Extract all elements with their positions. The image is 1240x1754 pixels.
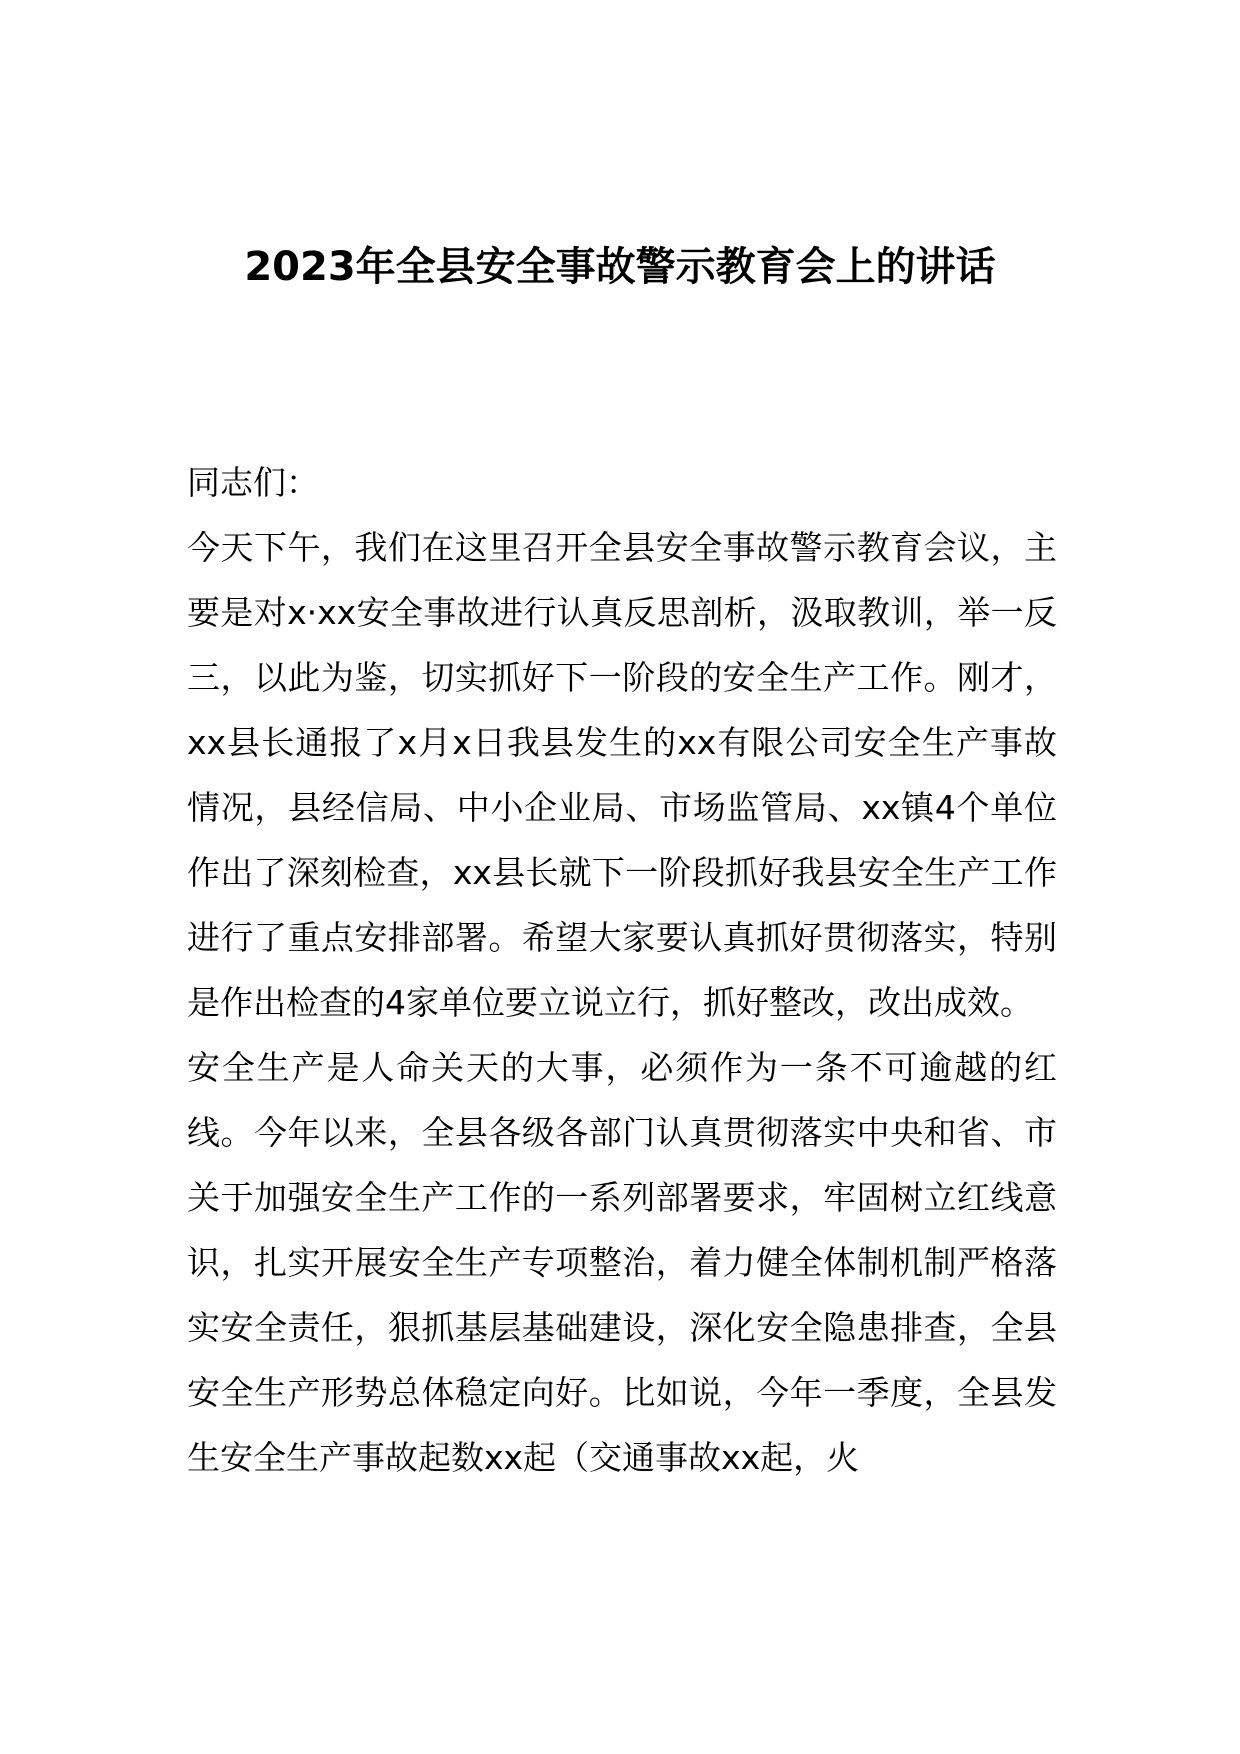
paragraph: 今天下午，我们在这里召开全县安全事故警示教育会议，主要是对x·xx安全事故进行认真反思剖析，汲取教训，举一反三，以此为鉴，切实抓好下一阶段的安全生产工作。刚才，xx县长通报了x月x日我县发生的xx有限公司安全生产事故情况，县经信局、中小企业局、市场监管局、xx镇4个单位作出了深刻检查，xx县长就下一阶段抓好我县安全生产工作进行了重点安排部署。希望大家要认真抓好贯彻落实，特别是作出检查的4家单位要立说立行，抓好整改，改出成效。 — [187, 528, 1057, 1022]
paragraph: 安全生产是人命关天的大事，必须作为一条不可逾越的红线。今年以来，全县各级各部门认真贯彻落实中央和省、市关于加强安全生产工作的一系列部署要求，牢固树立红线意识，扎实开展安全生产专项整治，着力健全体制机制严格落实安全责任，狠抓基层基础建设，深化安全隐患排查，全县安全生产形势总体稳定向好。比如说，今年一季度，全县发生安全生产事故起数xx起（交通事故xx起，火 — [187, 1048, 1057, 1477]
document-title: 2023年全县安全事故警示教育会上的讲话 — [244, 244, 996, 290]
salutation: 同志们： — [187, 463, 319, 502]
document-body — [187, 450, 1057, 1490]
